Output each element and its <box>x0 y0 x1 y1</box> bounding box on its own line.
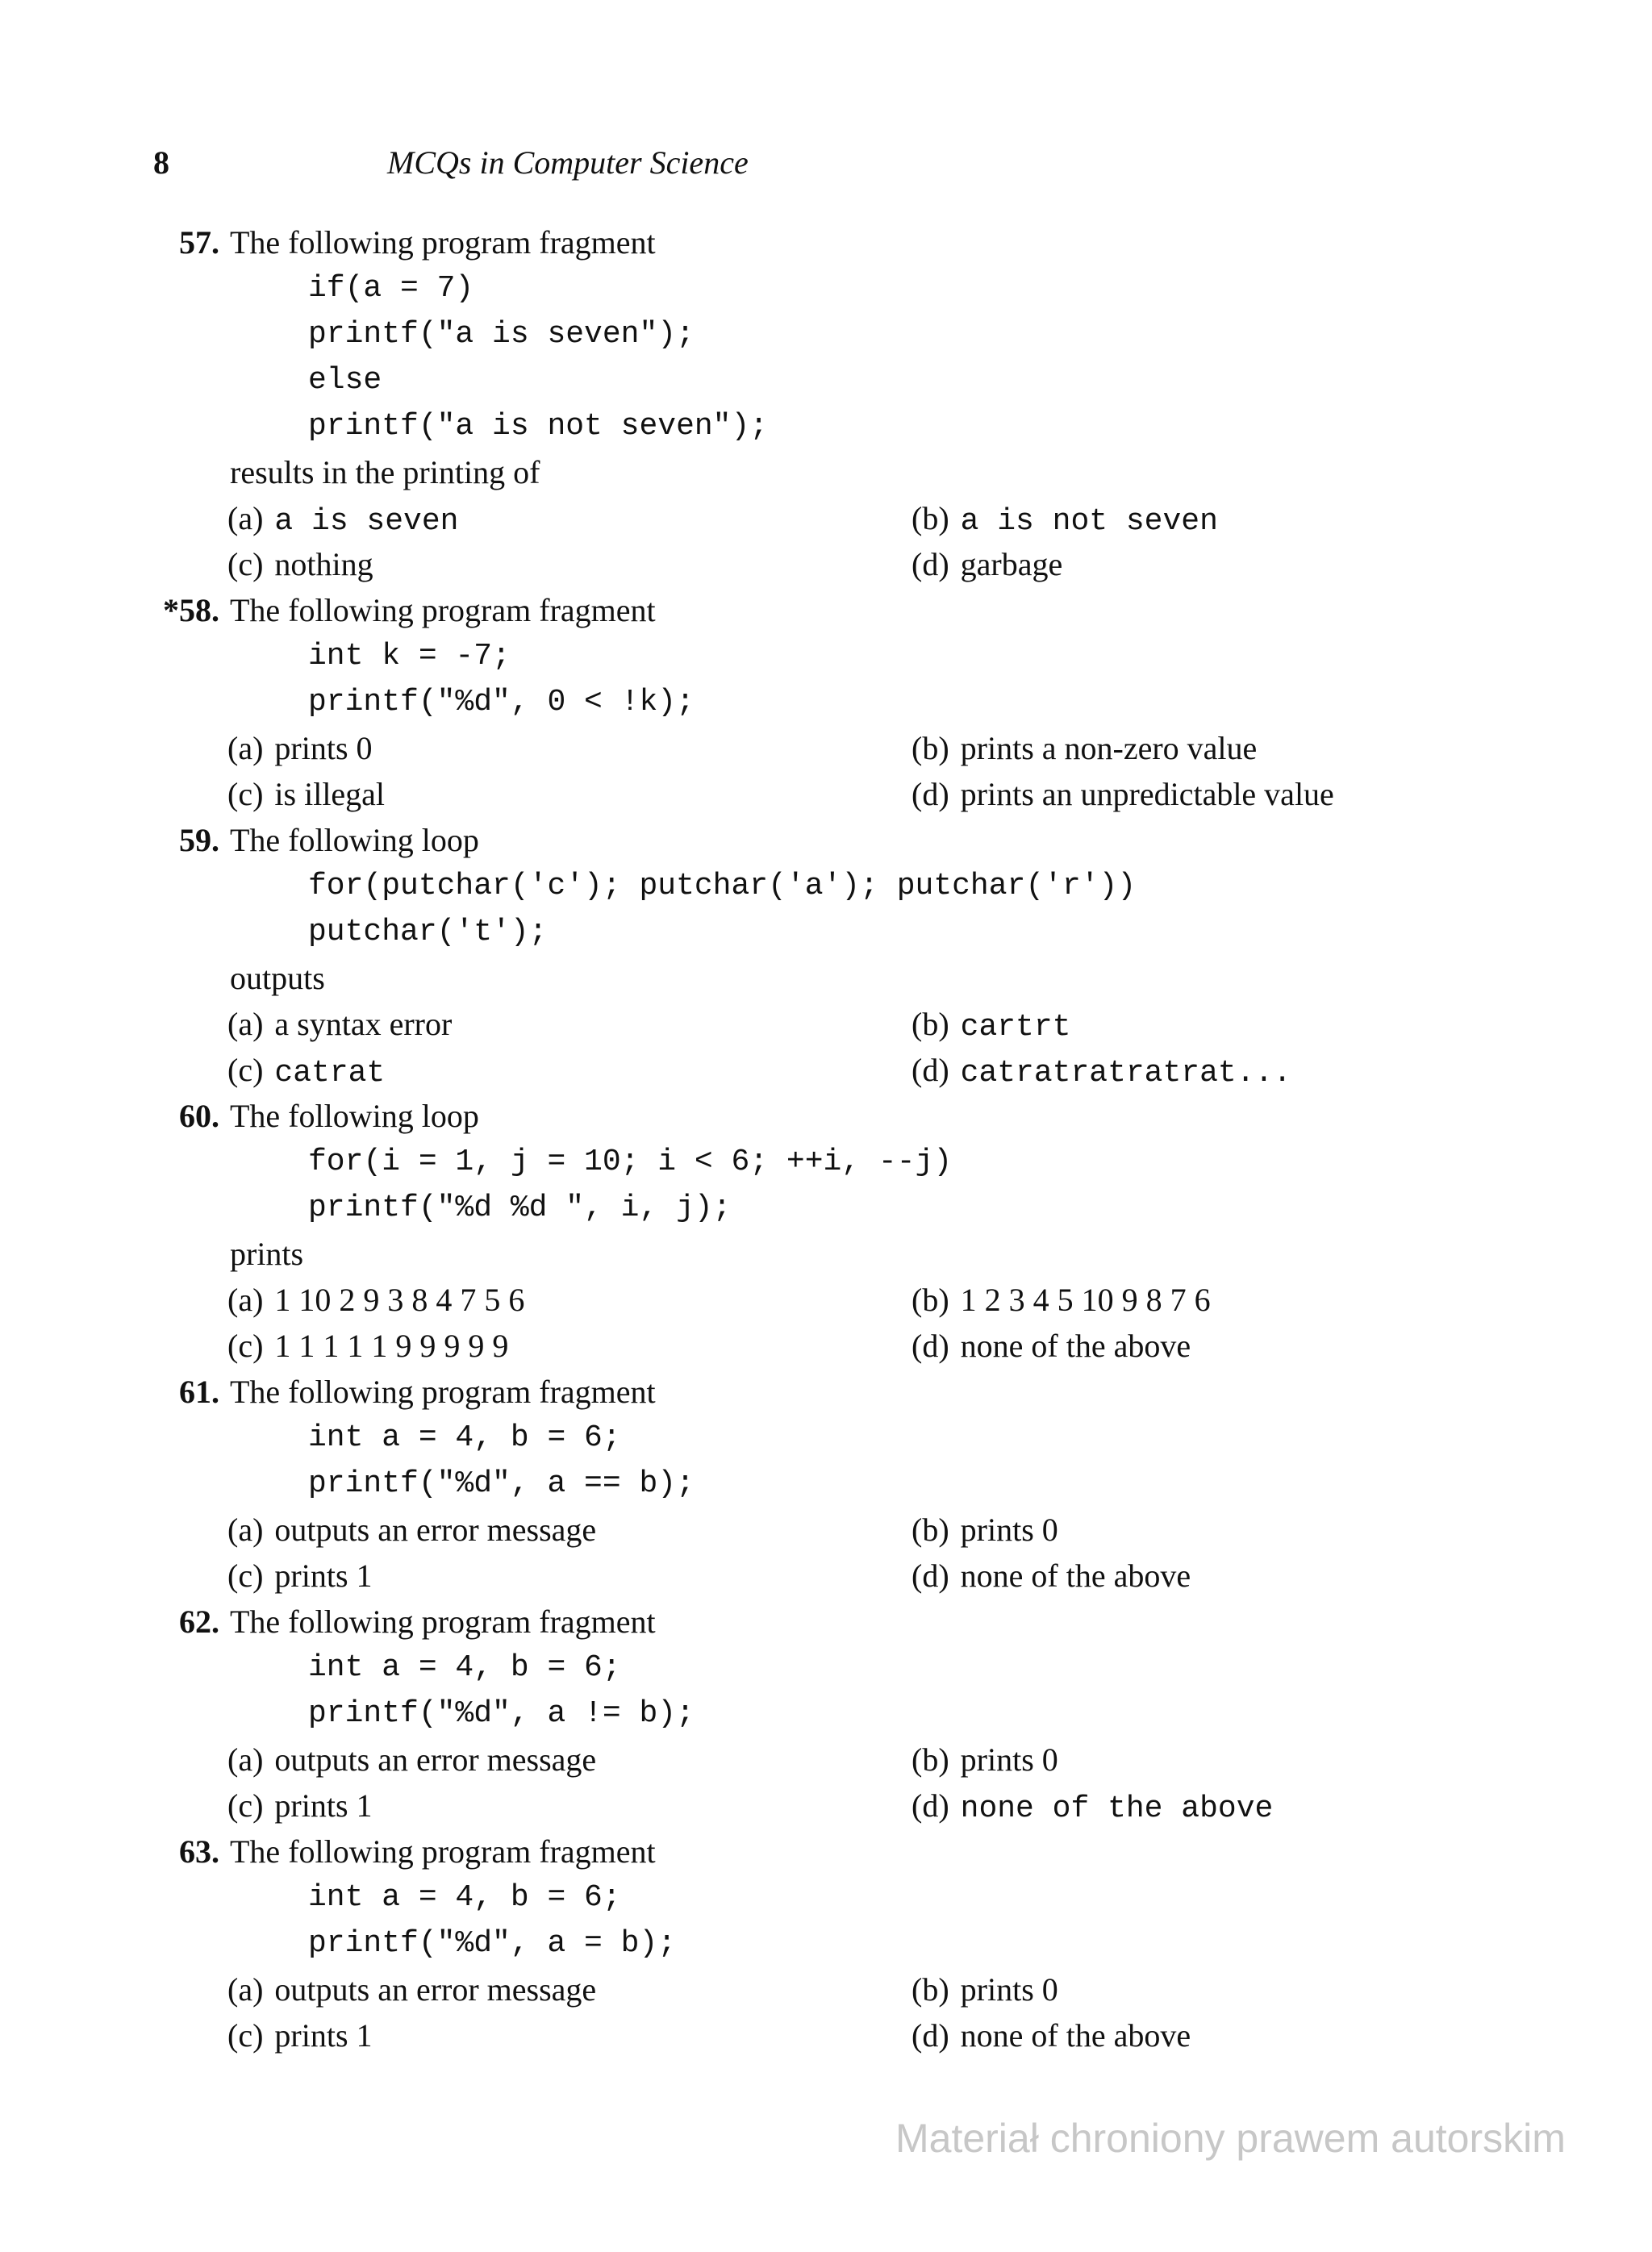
question-number: 59. <box>179 822 219 858</box>
code-line <box>0 909 1652 955</box>
option-label: (a) <box>227 1006 264 1042</box>
option-label: (a) <box>227 1512 264 1548</box>
code-text: if(a = 7) <box>308 271 474 306</box>
answer-option <box>912 1507 1058 1553</box>
copyright-watermark: Materiał chroniony prawem autorskim <box>895 2116 1566 2161</box>
answer-option <box>227 1553 373 1599</box>
answer-option <box>912 1783 1273 1832</box>
question-stem-line <box>0 817 1652 863</box>
option-label: (b) <box>912 1971 949 2008</box>
option-label: (b) <box>912 1282 949 1318</box>
code-text: int a = 4, b = 6; <box>308 1880 621 1915</box>
option-label: (b) <box>912 500 949 536</box>
options-row <box>0 1966 1652 2012</box>
answer-option <box>912 1277 1211 1323</box>
code-text: printf("a is seven"); <box>308 317 695 352</box>
code-line <box>0 1461 1652 1507</box>
question-trailer-line <box>0 1231 1652 1277</box>
option-text: none of the above <box>960 2017 1191 2054</box>
options-row <box>0 1323 1652 1369</box>
question-block <box>0 1093 1652 1369</box>
question-stem-line <box>0 1599 1652 1645</box>
options-row <box>0 1737 1652 1783</box>
code-line <box>0 1875 1652 1920</box>
option-label: (d) <box>912 2017 949 2054</box>
answer-option <box>227 1507 596 1553</box>
answer-option <box>227 495 458 544</box>
option-text: prints 0 <box>274 730 373 766</box>
options-row <box>0 495 1652 541</box>
option-text: 1 2 3 4 5 10 9 8 7 6 <box>960 1282 1211 1318</box>
option-text: outputs an error message <box>274 1512 597 1548</box>
code-text: printf("a is not seven"); <box>308 409 769 444</box>
code-text: printf("%d", a == b); <box>308 1466 695 1501</box>
option-label: (d) <box>912 1052 949 1088</box>
code-line <box>0 1691 1652 1737</box>
option-label: (c) <box>227 1787 264 1824</box>
options-row <box>0 1001 1652 1047</box>
option-text: prints a non-zero value <box>960 730 1258 766</box>
code-line <box>0 357 1652 403</box>
question-stem: The following loop <box>230 1098 479 1134</box>
option-text: 1 1 1 1 1 9 9 9 9 9 <box>274 1328 509 1364</box>
answer-option <box>227 725 373 771</box>
question-number: *58. <box>163 592 219 628</box>
option-text: nothing <box>274 546 373 582</box>
option-text: prints 0 <box>960 1741 1058 1778</box>
option-label: (c) <box>227 2017 264 2054</box>
answer-option <box>912 2012 1191 2058</box>
question-stem-line <box>0 1369 1652 1415</box>
question-number: 61. <box>179 1374 219 1410</box>
question-block <box>0 587 1652 817</box>
code-text: printf("%d", a != b); <box>308 1696 695 1731</box>
option-label: (c) <box>227 546 264 582</box>
answer-option <box>227 1737 596 1783</box>
option-text: catratratratrat... <box>960 1056 1292 1091</box>
option-label: (d) <box>912 1558 949 1594</box>
option-label: (a) <box>227 1282 264 1318</box>
answer-option <box>227 1047 385 1096</box>
answer-option <box>912 541 1062 587</box>
question-trailer-line <box>0 955 1652 1001</box>
code-line <box>0 311 1652 357</box>
question-list <box>0 219 1652 2058</box>
option-label: (c) <box>227 1328 264 1364</box>
option-text: none of the above <box>960 1328 1191 1364</box>
question-stem-line <box>0 587 1652 633</box>
code-text: int a = 4, b = 6; <box>308 1650 621 1685</box>
code-line <box>0 1920 1652 1966</box>
question-stem: The following loop <box>230 822 479 858</box>
question-number: 60. <box>179 1098 219 1134</box>
code-line <box>0 1139 1652 1185</box>
question-stem: The following program fragment <box>230 592 656 628</box>
option-label: (a) <box>227 500 264 536</box>
option-text: prints 0 <box>960 1512 1058 1548</box>
option-text: prints 0 <box>960 1971 1058 2008</box>
option-label: (b) <box>912 730 949 766</box>
option-text: none of the above <box>960 1558 1191 1594</box>
question-stem: The following program fragment <box>230 1604 656 1640</box>
option-text: catrat <box>274 1056 386 1091</box>
answer-option <box>912 771 1334 817</box>
option-text: prints an unpredictable value <box>960 776 1334 812</box>
option-text: prints 1 <box>274 1787 373 1824</box>
question-trailer: outputs <box>230 960 325 996</box>
code-text: printf("%d", a = b); <box>308 1926 677 1961</box>
answer-option <box>227 2012 373 2058</box>
question-stem-line <box>0 1093 1652 1139</box>
page-number: 8 <box>153 144 169 181</box>
question-trailer: results in the printing of <box>230 454 540 490</box>
question-stem-line <box>0 1829 1652 1875</box>
code-text: putchar('t'); <box>308 915 548 949</box>
code-line <box>0 1645 1652 1691</box>
question-block <box>0 1369 1652 1599</box>
options-row <box>0 1047 1652 1093</box>
code-line <box>0 403 1652 449</box>
code-text: printf("%d %d ", i, j); <box>308 1191 732 1225</box>
answer-option <box>912 725 1257 771</box>
question-block <box>0 219 1652 587</box>
option-label: (c) <box>227 1052 264 1088</box>
answer-option <box>912 1966 1058 2012</box>
option-text: outputs an error message <box>274 1741 597 1778</box>
code-text: for(putchar('c'); putchar('a'); putchar('r')) <box>308 869 1137 903</box>
code-line <box>0 679 1652 725</box>
running-title: MCQs in Computer Science <box>387 144 749 181</box>
code-line <box>0 633 1652 679</box>
code-text: printf("%d", 0 < !k); <box>308 685 695 719</box>
option-text: is illegal <box>274 776 386 812</box>
options-row <box>0 1553 1652 1599</box>
option-text: none of the above <box>960 1791 1274 1826</box>
option-text: prints 1 <box>274 2017 373 2054</box>
question-trailer: prints <box>230 1236 304 1272</box>
option-text: garbage <box>960 546 1063 582</box>
option-label: (d) <box>912 1328 949 1364</box>
answer-option <box>912 495 1218 544</box>
answer-option <box>227 541 373 587</box>
question-trailer-line <box>0 449 1652 495</box>
options-row <box>0 1277 1652 1323</box>
option-label: (a) <box>227 1741 264 1778</box>
answer-option <box>227 1277 524 1323</box>
question-block <box>0 1829 1652 2058</box>
code-line <box>0 265 1652 311</box>
option-label: (b) <box>912 1512 949 1548</box>
question-stem: The following program fragment <box>230 1833 656 1870</box>
option-label: (c) <box>227 776 264 812</box>
answer-option <box>227 1966 596 2012</box>
option-label: (b) <box>912 1006 949 1042</box>
question-number: 57. <box>179 224 219 261</box>
code-line <box>0 1185 1652 1231</box>
code-text: int k = -7; <box>308 639 511 674</box>
option-label: (d) <box>912 546 949 582</box>
answer-option <box>912 1001 1070 1050</box>
question-number: 63. <box>179 1833 219 1870</box>
answer-option <box>227 1783 373 1829</box>
question-stem: The following program fragment <box>230 224 656 261</box>
option-text: a is seven <box>274 504 459 539</box>
option-text: outputs an error message <box>274 1971 597 2008</box>
option-label: (a) <box>227 1971 264 2008</box>
options-row <box>0 2012 1652 2058</box>
question-block <box>0 1599 1652 1829</box>
option-label: (a) <box>227 730 264 766</box>
answer-option <box>227 1323 508 1369</box>
question-block <box>0 817 1652 1093</box>
answer-option <box>912 1737 1058 1783</box>
option-label: (c) <box>227 1558 264 1594</box>
question-stem-line <box>0 219 1652 265</box>
answer-option <box>912 1047 1291 1096</box>
option-text: a syntax error <box>274 1006 453 1042</box>
answer-option <box>227 1001 452 1047</box>
option-label: (d) <box>912 1787 949 1824</box>
code-line <box>0 863 1652 909</box>
answer-option <box>227 771 385 817</box>
option-label: (b) <box>912 1741 949 1778</box>
options-row <box>0 1783 1652 1829</box>
answer-option <box>912 1323 1191 1369</box>
option-text: cartrt <box>960 1010 1071 1045</box>
code-text: int a = 4, b = 6; <box>308 1420 621 1455</box>
code-text: for(i = 1, j = 10; i < 6; ++i, --j) <box>308 1145 953 1179</box>
question-number: 62. <box>179 1604 219 1640</box>
options-row <box>0 771 1652 817</box>
code-text: else <box>308 363 382 398</box>
options-row <box>0 1507 1652 1553</box>
option-label: (d) <box>912 776 949 812</box>
options-row <box>0 541 1652 587</box>
option-text: 1 10 2 9 3 8 4 7 5 6 <box>274 1282 525 1318</box>
option-text: a is not seven <box>960 504 1218 539</box>
option-text: prints 1 <box>274 1558 373 1594</box>
code-line <box>0 1415 1652 1461</box>
answer-option <box>912 1553 1191 1599</box>
question-stem: The following program fragment <box>230 1374 656 1410</box>
options-row <box>0 725 1652 771</box>
